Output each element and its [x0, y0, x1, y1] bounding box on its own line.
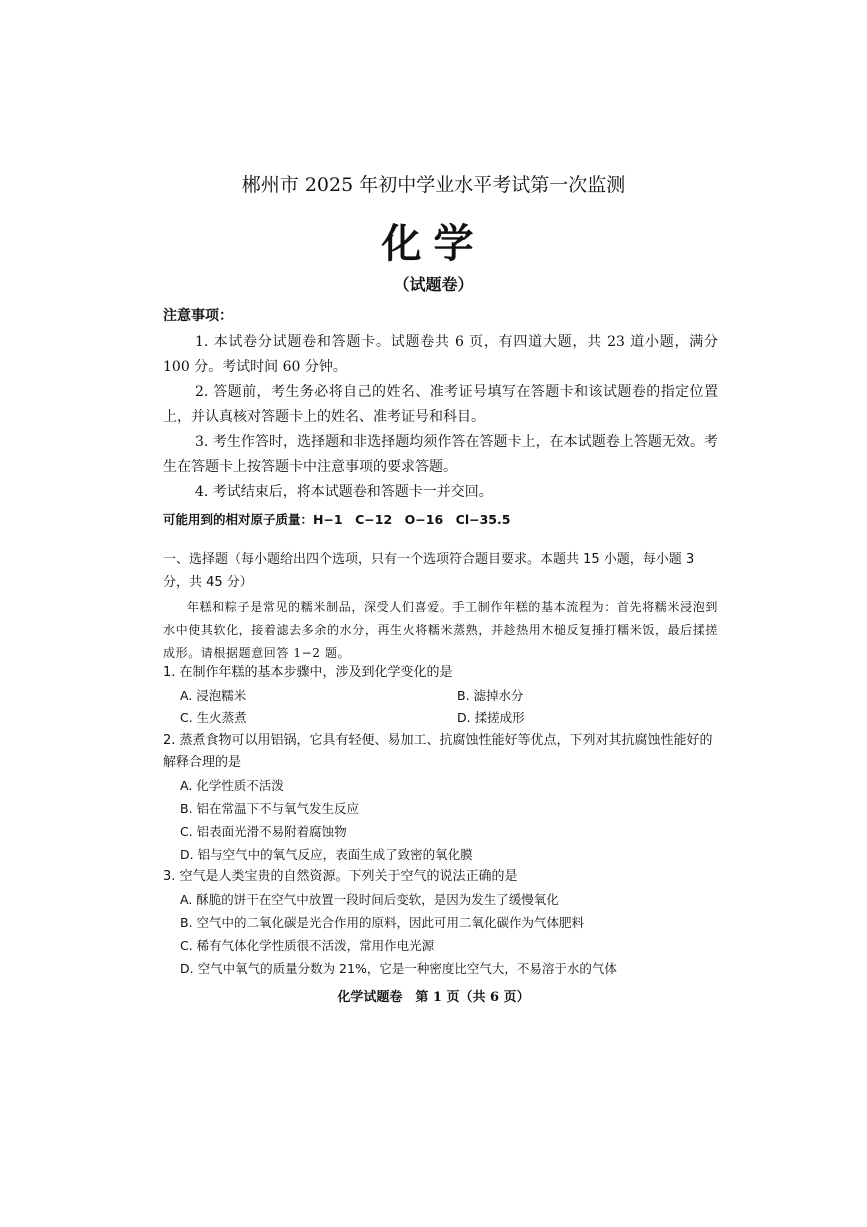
option-b: B. 铝在常温下不与氧气发生反应: [180, 801, 360, 816]
question-stem: 1. 在制作年糕的基本步骤中，涉及到化学变化的是: [163, 665, 453, 680]
option-b: B. 空气中的二氧化碳是光合作用的原料，因此可用二氧化碳作为气体肥料: [180, 915, 585, 930]
option-d: D. 铝与空气中的氧气反应，表面生成了致密的氧化膜: [180, 847, 473, 862]
option-c: C. 铝表面光滑不易附着腐蚀物: [180, 824, 347, 839]
option-b: B. 滤掉水分: [457, 688, 524, 703]
question-stem: 2. 蒸煮食物可以用铝锅，它具有轻便、易加工、抗腐蚀性能好等优点，下列对其抗腐蚀性能好的解释合理的是: [163, 733, 713, 770]
volume-label: （试题卷）: [393, 275, 474, 294]
question-stem: 3. 空气是人类宝贵的自然资源。下列关于空气的说法正确的是: [163, 869, 518, 884]
section-intro: 年糕和粽子是常见的糯米制品，深受人们喜爱。手工制作年糕的基本流程为：首先将糯米浸泡到水中使其软化，接着滤去多余的水分，再生火将糯米蒸熟，并趁热用木槌反复捶打糯米饭，最后揉搓成形。请根据题意回答 1−2 题。: [163, 600, 718, 660]
option-d: D. 空气中氧气的质量分数为 21%，它是一种密度比空气大，不易溶于水的气体: [180, 961, 617, 976]
atomic-masses: 可能用到的相对原子质量：H−1 C−12 O−16 Cl−35.5: [163, 512, 511, 527]
option-d: D. 揉搓成形: [457, 710, 525, 725]
exam-title: 郴州市 2025 年初中学业水平考试第一次监测: [241, 174, 626, 196]
option-a: A. 浸泡糯米: [180, 688, 247, 703]
note-item: 1. 本试卷分试题卷和答题卡。试题卷共 6 页，有四道大题，共 23 道小题，满分 100 分。考试时间 60 分钟。: [163, 334, 718, 375]
option-a: A. 化学性质不活泼: [180, 778, 284, 793]
option-c: C. 稀有气体化学性质很不活泼，常用作电光源: [180, 938, 435, 953]
notes-heading: 注意事项：: [163, 308, 233, 324]
section-heading: 一、选择题（每小题给出四个选项，只有一个选项符合题目要求。本题共 15 小题，每小题 3 分，共 45 分）: [163, 552, 695, 590]
subject-title: 化学: [381, 220, 486, 267]
option-a: A. 酥脆的饼干在空气中放置一段时间后变软，是因为发生了缓慢氧化: [180, 892, 559, 907]
note-item: 2. 答题前，考生务必将自己的姓名、准考证号填写在答题卡和该试题卷的指定位置上，并认真核对答题卡上的姓名、准考证号和科目。: [163, 384, 718, 425]
option-c: C. 生火蒸煮: [180, 710, 247, 725]
page-footer: 化学试题卷 第 1 页（共 6 页）: [337, 990, 530, 1005]
note-item: 4. 考试结束后，将本试题卷和答题卡一并交回。: [195, 484, 493, 500]
note-item: 3. 考生作答时，选择题和非选择题均须作答在答题卡上，在本试题卷上答题无效。考生在答题卡上按答题卡中注意事项的要求答题。: [163, 434, 718, 475]
